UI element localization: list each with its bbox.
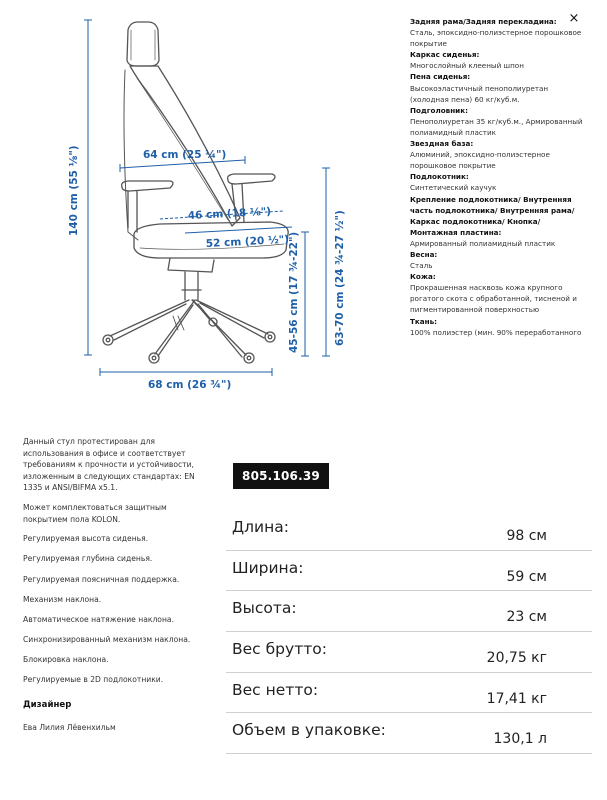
headrest	[127, 22, 159, 66]
dim-seat-depth: 46 cm (18 ⅛")	[187, 205, 272, 222]
material-item	[410, 105, 588, 138]
backrest	[130, 66, 240, 226]
package-value: 23 см	[506, 609, 547, 626]
package-row	[226, 510, 592, 551]
package-label: Длина:	[232, 518, 289, 536]
material-value: Синтетический каучук	[410, 183, 497, 193]
dim-armrest-height: 63-70 cm (24 ¾-27 ½")	[334, 210, 346, 346]
close-button[interactable]: ×	[568, 11, 580, 26]
material-item	[410, 71, 588, 104]
package-value: 59 см	[506, 568, 547, 585]
dim-height-total: 140 cm (55 ⅛")	[68, 145, 80, 236]
package-value: 17,41 кг	[486, 690, 547, 707]
package-value: 130,1 л	[493, 731, 547, 748]
scroll-fade	[410, 344, 588, 354]
material-value: Сталь, эпоксидно-полиэстерное порошковое покрытие	[410, 28, 582, 49]
material-value: Высокоэластичный пенополиуретан (холодная пена) 60 кг/куб.м.	[410, 83, 549, 104]
material-item	[410, 16, 588, 49]
material-value: Пенополиуретан 35 кг/куб.м., Армированный полиамидный пластик	[410, 116, 583, 137]
feature-item: Регулируемая высота сиденья.	[23, 534, 149, 544]
material-value: Алюминий, эпоксидно-полиэстерное порошковое покрытие	[410, 150, 550, 171]
material-label: Звездная база:	[410, 139, 474, 149]
package-label: Объем в упаковке:	[232, 721, 386, 740]
materials-panel[interactable]	[410, 16, 588, 354]
material-label: Весна:	[410, 249, 438, 259]
designer-heading: Дизайнер	[23, 699, 72, 710]
material-label: Ткань:	[410, 316, 438, 326]
package-label: Ширина:	[232, 558, 304, 577]
material-value: Армированный полиамидный пластик	[410, 238, 556, 248]
chair-drawing	[103, 22, 288, 363]
gas-lift	[185, 272, 198, 300]
package-label: Высота:	[232, 599, 297, 618]
certification-text: Данный стул протестирован для использования в офисе и соответствует требованиям к прочности и устойчивости, изложенным в следующих стандартах: EN 1335 и ANSI/BIFMA x5.1.	[23, 437, 195, 493]
material-item	[410, 138, 588, 171]
armrest-left	[122, 181, 173, 191]
package-row	[226, 551, 592, 592]
product-description	[23, 436, 213, 733]
material-value: Прокрашенная насквозь кожа крупного рогатого скота с обработанной, тисненой и пигментированной поверхностью	[410, 283, 577, 315]
material-label: Крепление подлокотника/ Внутренняя часть подлокотника/ Внутренняя рама/ Каркас подлокотника/ Кнопка/ Монтажная пластина:	[410, 194, 575, 237]
package-row	[226, 713, 592, 754]
package-value: 98 см	[506, 528, 547, 544]
feature-item: Синхронизированный механизм наклона.	[23, 635, 191, 645]
material-item	[410, 316, 588, 338]
feature-item: Регулируемая поясничная поддержка.	[23, 574, 180, 584]
package-row	[226, 673, 592, 714]
material-label: Подголовник:	[410, 105, 468, 115]
material-label: Кожа:	[410, 272, 436, 282]
material-item	[410, 194, 588, 249]
material-value: 100% полиэстер (мин. 90% переработанного	[410, 327, 582, 337]
material-item	[410, 249, 588, 271]
material-label: Каркас сиденья:	[410, 50, 480, 60]
kolon-text: Может комплектоваться защитным покрытием пола KOLON.	[23, 502, 167, 524]
material-item	[410, 49, 588, 71]
dim-seat-width: 52 cm (20 ½")	[205, 233, 290, 250]
material-item	[410, 171, 588, 193]
seat-mechanism	[168, 258, 214, 272]
material-label: Подлокотник:	[410, 172, 469, 182]
feature-item: Регулируемая глубина сиденья.	[23, 554, 153, 564]
material-item	[410, 271, 588, 315]
package-info-table	[226, 510, 592, 754]
feature-item: Блокировка наклона.	[23, 655, 109, 665]
material-value: Многослойный клееный шпон	[410, 61, 524, 71]
feature-item: Регулируемые в 2D подлокотники.	[23, 675, 164, 685]
package-value: 20,75 кг	[486, 650, 547, 667]
feature-item: Автоматическое натяжение наклона.	[23, 614, 174, 624]
material-label: Пена сиденья:	[410, 72, 471, 82]
package-row	[226, 632, 592, 673]
dim-base-width: 68 cm (26 ¾")	[148, 379, 232, 391]
article-number-badge: 805.106.39	[233, 463, 329, 489]
feature-list	[23, 533, 213, 695]
material-value: Сталь	[410, 261, 433, 271]
dim-seat-height: 45-56 cm (17 ¾-22")	[288, 231, 300, 353]
armrest-right	[228, 174, 275, 184]
feature-item: Механизм наклона.	[23, 594, 102, 604]
package-label: Вес нетто:	[232, 680, 319, 699]
designer-name: Ева Лилия Лёвенхильм	[23, 722, 116, 732]
dim-armrest-width: 64 cm (25 ¼")	[143, 149, 227, 161]
chair-dimension-diagram	[0, 0, 400, 400]
package-label: Вес брутто:	[232, 640, 327, 659]
material-label: Задняя рама/Задняя перекладина:	[410, 17, 557, 26]
package-row	[226, 591, 592, 632]
